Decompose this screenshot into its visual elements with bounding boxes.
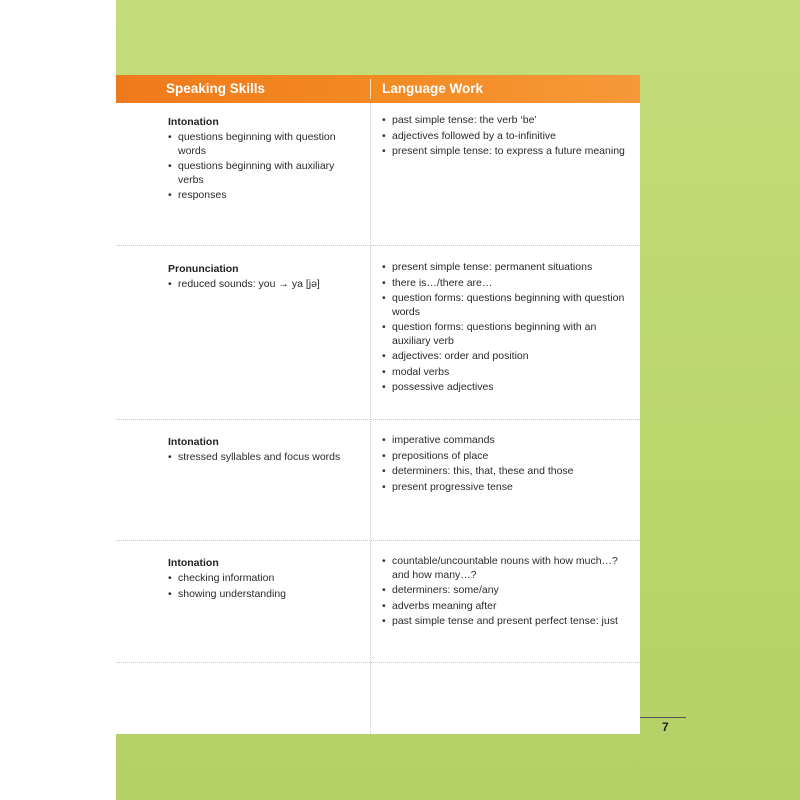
- header-speaking-skills: Speaking Skills: [166, 81, 266, 96]
- cell-title: Intonation: [168, 436, 219, 448]
- page-number: 7: [662, 720, 669, 734]
- speaking-skills-cell-1: [168, 114, 358, 205]
- bullet-list: [382, 114, 632, 159]
- bullet-list: [382, 434, 632, 494]
- bullet-list: [168, 278, 358, 292]
- bullet-list: [382, 261, 632, 395]
- speaking-skills-cell-3: [168, 434, 358, 467]
- list-item: • showing understanding: [168, 588, 358, 602]
- list-item: • countable/uncountable nouns with how much…? and how many…?: [382, 555, 632, 582]
- list-item: • there is…/there are…: [382, 277, 632, 291]
- list-item: • responses: [168, 189, 358, 203]
- page-number-rule: [640, 717, 686, 718]
- list-item: • questions beginning with question words: [168, 131, 358, 158]
- bullet-list: [168, 451, 358, 465]
- list-item: • question forms: questions beginning with question words: [382, 292, 632, 319]
- list-item: • determiners: this, that, these and those: [382, 465, 632, 479]
- cell-title: Intonation: [168, 557, 219, 569]
- list-item: • stressed syllables and focus words: [168, 451, 358, 465]
- list-item: • present simple tense: permanent situations: [382, 261, 632, 275]
- cell-title: Pronunciation: [168, 263, 239, 275]
- list-item: • adjectives: order and position: [382, 350, 632, 364]
- list-item: • present progressive tense: [382, 481, 632, 495]
- header-divider: [370, 79, 371, 99]
- list-item: • modal verbs: [382, 366, 632, 380]
- list-item: • question forms: questions beginning with an auxiliary verb: [382, 321, 632, 348]
- list-item: • past simple tense: the verb ‘be’: [382, 114, 632, 128]
- list-item: • imperative commands: [382, 434, 632, 448]
- language-work-cell-2: [382, 261, 632, 397]
- row-divider: [116, 540, 640, 541]
- language-work-cell-4: [382, 555, 632, 631]
- bullet-list: [168, 131, 358, 203]
- language-work-cell-1: [382, 114, 632, 161]
- list-item: • adverbs meaning after: [382, 600, 632, 614]
- list-item: • questions beginning with auxiliary verbs: [168, 160, 358, 187]
- list-item: • prepositions of place: [382, 450, 632, 464]
- bullet-list: [168, 572, 358, 601]
- list-item: • determiners: some/any: [382, 584, 632, 598]
- bullet-list: [382, 555, 632, 629]
- list-item: • reduced sounds: you → ya [jə]: [168, 278, 358, 292]
- list-item: • checking information: [168, 572, 358, 586]
- cell-title: Intonation: [168, 116, 219, 128]
- speaking-skills-cell-4: [168, 555, 358, 603]
- speaking-skills-cell-2: [168, 261, 358, 294]
- list-item: • past simple tense and present perfect tense: just: [382, 615, 632, 629]
- table-header: [116, 75, 640, 103]
- syllabus-table: [116, 75, 640, 734]
- row-divider: [116, 245, 640, 246]
- language-work-cell-3: [382, 434, 632, 496]
- list-item: • adjectives followed by a to-infinitive: [382, 130, 632, 144]
- header-language-work: Language Work: [382, 81, 484, 96]
- list-item: • possessive adjectives: [382, 381, 632, 395]
- list-item: • present simple tense: to express a future meaning: [382, 145, 632, 159]
- row-divider: [116, 662, 640, 663]
- row-divider: [116, 419, 640, 420]
